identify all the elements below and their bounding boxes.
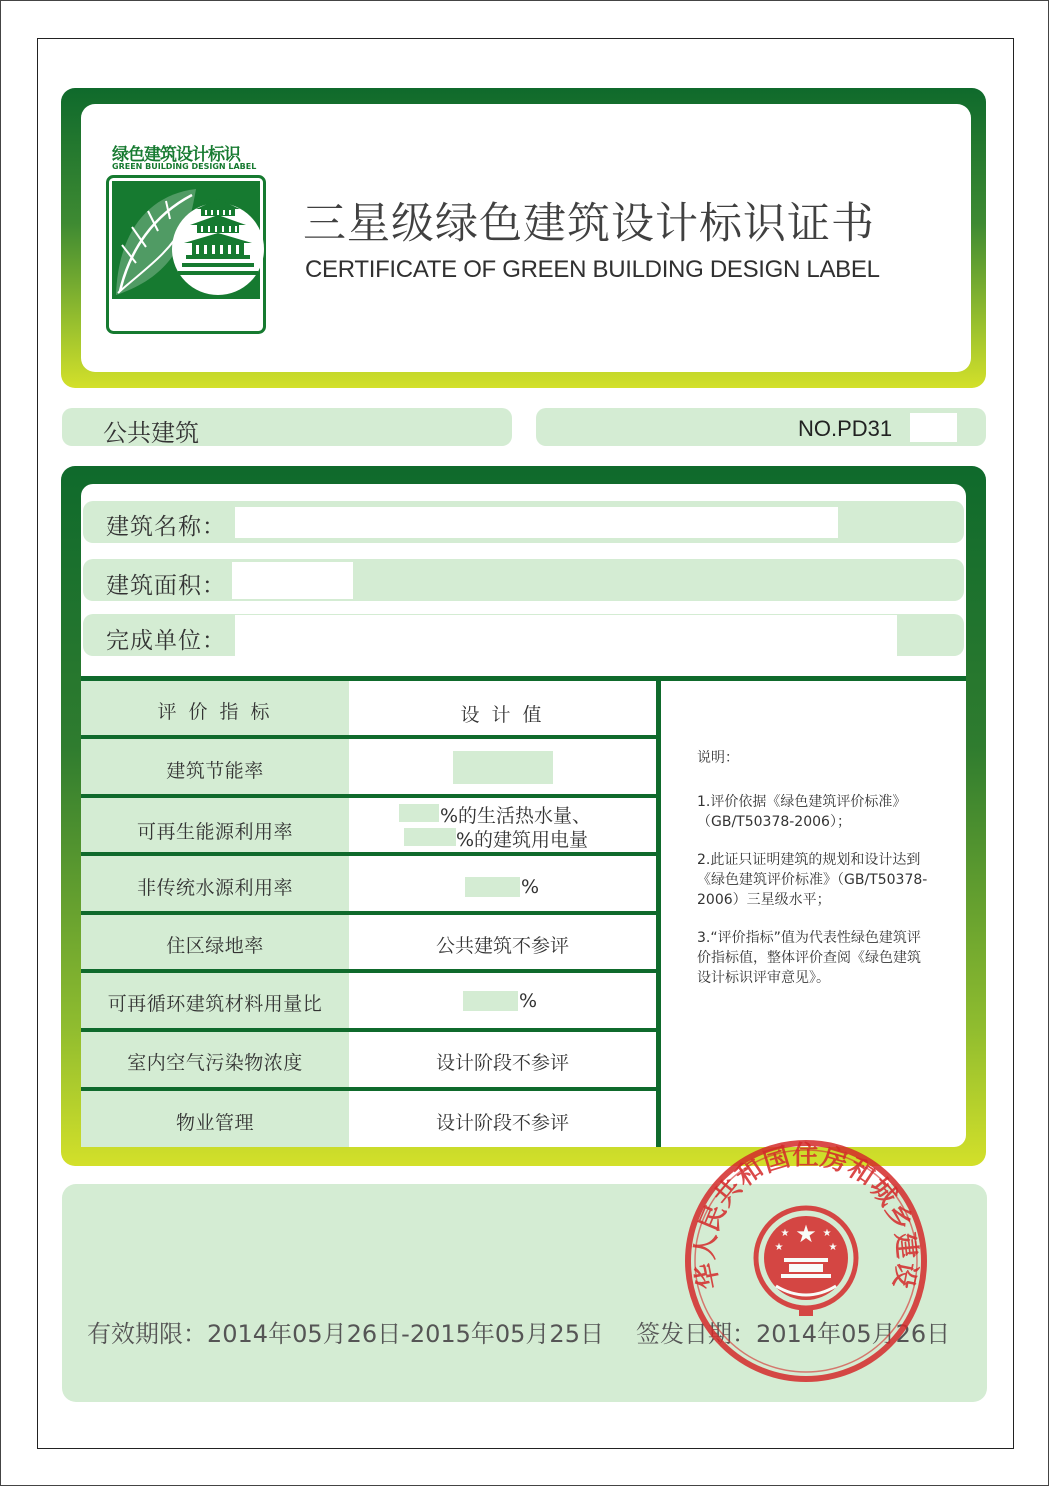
svg-text:★: ★	[143, 304, 165, 332]
svg-text:★: ★	[822, 1228, 832, 1239]
svg-text:★: ★	[780, 1228, 790, 1239]
official-seal-icon	[681, 1136, 931, 1386]
redaction-box	[235, 507, 838, 538]
svg-text:★: ★	[207, 304, 229, 332]
table-row-label: 室内空气污染物浓度	[127, 1052, 303, 1074]
divider	[81, 1028, 656, 1032]
svg-text:★: ★	[795, 1220, 817, 1248]
divider	[81, 911, 656, 915]
table-row-value: %的生活热水量、	[440, 805, 592, 827]
certificate-title-cn: 三星级绿色建筑设计标识证书	[303, 199, 875, 249]
table-row-label: 可再循环建筑材料用量比	[107, 993, 323, 1015]
table-row-label: 住区绿地率	[166, 935, 264, 957]
redaction-box	[453, 751, 553, 784]
table-row-label: 非传统水源利用率	[136, 877, 293, 899]
table-header-indicator: 评 价 指 标	[157, 701, 273, 723]
table-row-value: 设计阶段不参评	[435, 1052, 569, 1074]
note-item: 2.此证只证明建筑的规划和设计达到《绿色建筑评价标准》（GB/T50378-2006）三星级水平；	[697, 852, 928, 908]
redaction-box	[465, 877, 520, 897]
svg-text:中华人民共和国住房和城乡建设部: 华人民共和国住房和城乡建设	[690, 1141, 922, 1292]
completed-by-label: 完成单位：	[106, 628, 226, 654]
divider	[656, 681, 661, 1147]
redaction-box	[235, 615, 897, 656]
table-row-label: 可再生能源利用率	[136, 821, 293, 843]
certificate-number: NO.PD31	[798, 416, 893, 441]
divider	[81, 852, 656, 856]
validity-period: 有效期限：2014年05月26日-2015年05月25日	[87, 1320, 604, 1348]
svg-text:★: ★	[774, 1242, 784, 1253]
table-row-value: %的建筑用电量	[456, 829, 589, 851]
redaction-box	[910, 413, 957, 442]
redaction-box	[232, 562, 353, 599]
note-item: 1.评价依据《绿色建筑评价标准》（GB/T50378-2006）；	[697, 794, 907, 830]
svg-text:★: ★	[175, 304, 197, 332]
notes-title: 说明：	[697, 750, 739, 766]
logo-title-en: GREEN BUILDING DESIGN LABEL	[112, 162, 257, 171]
divider	[81, 1087, 656, 1091]
table-row-value: 公共建筑不参评	[435, 935, 569, 957]
logo-title-cn: 绿色建筑设计标识	[112, 145, 240, 165]
redaction-box	[399, 804, 439, 822]
building-category: 公共建筑	[103, 419, 199, 447]
issue-date: 签发日期：2014年05月26日	[636, 1320, 951, 1348]
table-row-label: 物业管理	[175, 1112, 254, 1134]
divider	[81, 969, 656, 973]
table-header-value: 设 计 值	[460, 704, 545, 726]
table-row-value: %	[519, 990, 538, 1012]
building-name-label: 建筑名称：	[106, 514, 226, 540]
redaction-box	[463, 991, 518, 1011]
divider	[81, 794, 656, 798]
table-row-value: 设计阶段不参评	[435, 1112, 569, 1134]
table-row-value: %	[521, 876, 540, 898]
redaction-box	[404, 828, 456, 846]
divider	[81, 735, 656, 739]
svg-text:★: ★	[828, 1242, 838, 1253]
building-area-label: 建筑面积：	[106, 573, 226, 599]
certificate-title-en: CERTIFICATE OF GREEN BUILDING DESIGN LABEL	[305, 256, 880, 283]
note-item: 3.“评价指标”值为代表性绿色建筑评价指标值，整体评价查阅《绿色建筑设计标识评审意见》。	[697, 930, 921, 986]
table-row-label: 建筑节能率	[166, 760, 264, 782]
green-building-logo-icon	[106, 175, 266, 334]
notes-panel	[697, 748, 932, 1006]
